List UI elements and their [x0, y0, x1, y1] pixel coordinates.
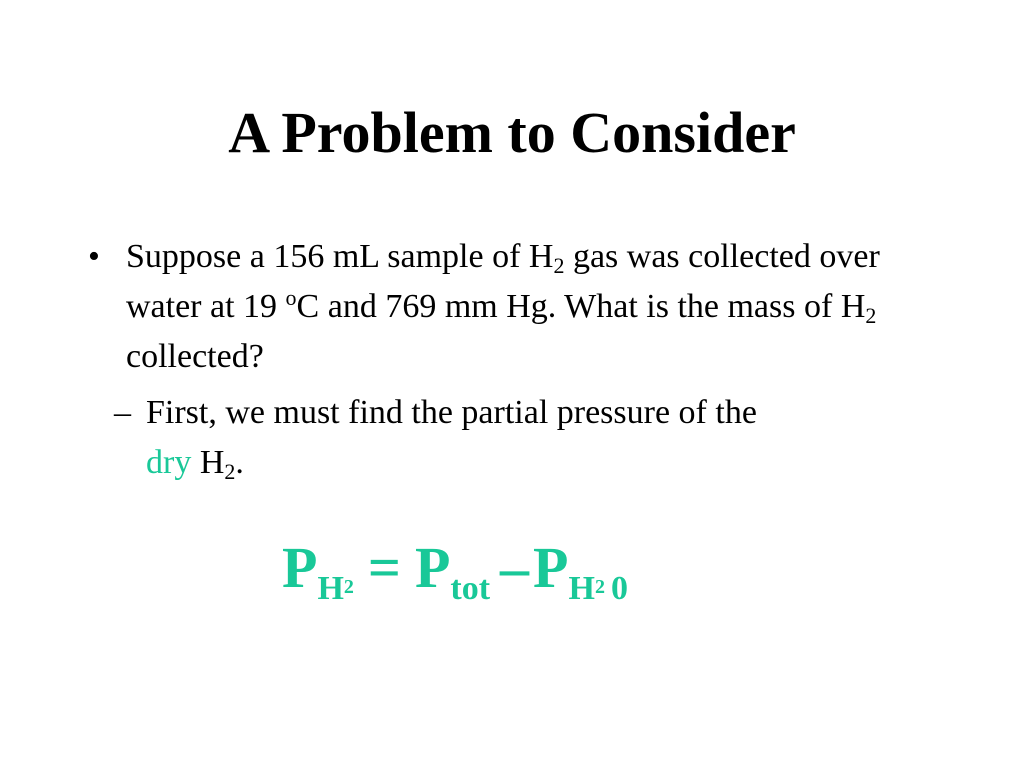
eq-lhs: P: [282, 535, 318, 600]
superscript: o: [285, 285, 297, 310]
bullet-item: [88, 232, 948, 382]
bullet-list: [88, 232, 948, 488]
sub-bullet-marker: –: [114, 394, 131, 431]
eq-lhs-subsub: 2: [343, 576, 354, 598]
bullet-text-part: C and 769 mm Hg. What is the mass of H: [296, 288, 866, 325]
subscript: 2: [865, 303, 877, 328]
eq-term2-subsub: 2: [594, 576, 605, 598]
bullet-text-part: Suppose a 156 mL sample of H: [126, 238, 554, 275]
eq-equals: =: [367, 535, 401, 600]
subscript: 2: [553, 253, 565, 278]
eq-term2-sub-tail: 0: [610, 570, 628, 607]
bullet-text-part: gas was collected over water at 19: [126, 238, 880, 325]
sub-bullet-text-part: H: [191, 444, 225, 481]
sub-bullet-item: [114, 388, 948, 488]
subscript: 2: [224, 459, 236, 484]
eq-lhs-sub: H: [317, 570, 344, 607]
equation: [282, 534, 628, 624]
sub-bullet-text-part: First, we must find the partial pressure of the: [146, 394, 757, 431]
bullet-marker: •: [88, 238, 100, 275]
eq-term2: P: [533, 535, 569, 600]
slide-title: A Problem to Consider: [228, 100, 796, 165]
sub-bullet-text: [146, 394, 757, 484]
accent-word: dry: [146, 444, 192, 481]
sub-bullet-text-part: .: [235, 444, 244, 481]
eq-term1-sub: tot: [450, 570, 491, 607]
eq-term2-sub: H: [568, 570, 595, 607]
bullet-text: [126, 238, 880, 375]
eq-term1: P: [414, 535, 451, 600]
bullet-text-part: collected?: [126, 338, 264, 375]
eq-minus: –: [500, 535, 530, 600]
